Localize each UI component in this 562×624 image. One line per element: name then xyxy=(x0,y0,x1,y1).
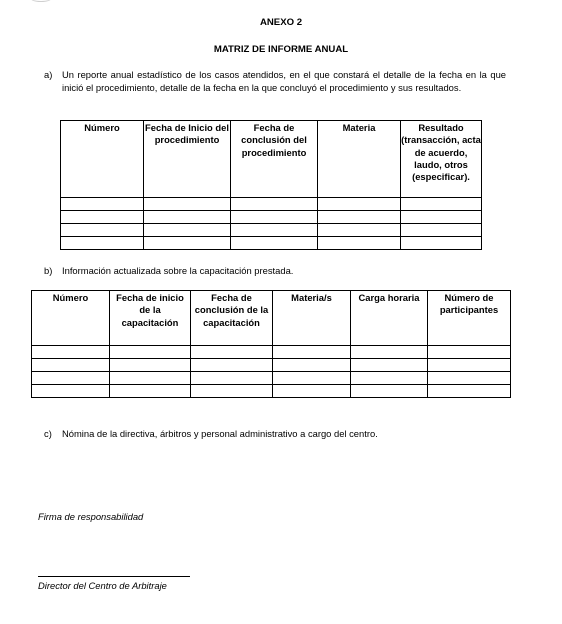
cases-header-cell: Fecha de conclusión del procedimiento xyxy=(231,121,318,198)
table-cell[interactable] xyxy=(351,385,428,398)
table-cell[interactable] xyxy=(231,211,318,224)
table-cell[interactable] xyxy=(318,237,401,250)
table-cell[interactable] xyxy=(61,211,144,224)
training-header-cell: Materia/s xyxy=(273,291,351,346)
table-cell[interactable] xyxy=(32,346,110,359)
cases-table xyxy=(60,120,482,250)
table-cell[interactable] xyxy=(273,359,351,372)
table-cell[interactable] xyxy=(32,385,110,398)
table-cell[interactable] xyxy=(351,346,428,359)
section-a-label: a) xyxy=(44,69,53,80)
table-cell[interactable] xyxy=(273,385,351,398)
annex-heading: ANEXO 2 xyxy=(259,17,303,28)
training-header-cell: Número xyxy=(32,291,110,346)
signature-line xyxy=(38,576,190,577)
table-cell[interactable] xyxy=(428,385,511,398)
table-cell[interactable] xyxy=(191,346,273,359)
table-cell[interactable] xyxy=(231,224,318,237)
cases-header-cell: Resultado (transacción, acta de acuerdo, laudo, otros (especificar). xyxy=(401,121,482,198)
table-row xyxy=(61,198,482,211)
table-cell[interactable] xyxy=(401,224,482,237)
section-a-text: Un reporte anual estadístico de los casos atendidos, en el que constará el detalle de la fecha en la que inició el procedimiento, detalle de la fecha en la que concluyó el procedimiento y sus resultados. xyxy=(62,69,506,93)
section-c-label: c) xyxy=(44,428,52,439)
table-cell[interactable] xyxy=(61,224,144,237)
section-b-text: Información actualizada sobre la capacitación prestada. xyxy=(62,265,294,276)
table-cell[interactable] xyxy=(110,372,191,385)
table-cell[interactable] xyxy=(32,372,110,385)
table-cell[interactable] xyxy=(318,198,401,211)
table-row xyxy=(32,372,511,385)
section-b-label: b) xyxy=(44,265,53,276)
cases-header-cell: Fecha de Inicio del procedimiento xyxy=(144,121,231,198)
table-cell[interactable] xyxy=(351,359,428,372)
cases-table-body xyxy=(61,198,482,250)
table-cell[interactable] xyxy=(231,237,318,250)
table-cell[interactable] xyxy=(318,224,401,237)
table-cell[interactable] xyxy=(144,198,231,211)
table-cell[interactable] xyxy=(110,359,191,372)
cases-header-cell: Materia xyxy=(318,121,401,198)
table-row xyxy=(32,346,511,359)
table-cell[interactable] xyxy=(273,346,351,359)
table-row xyxy=(32,359,511,372)
table-row xyxy=(61,224,482,237)
table-cell[interactable] xyxy=(110,346,191,359)
table-cell[interactable] xyxy=(401,237,482,250)
table-cell[interactable] xyxy=(273,372,351,385)
training-table-header-row xyxy=(32,291,511,346)
table-row xyxy=(61,211,482,224)
cases-header-cell: Número xyxy=(61,121,144,198)
table-cell[interactable] xyxy=(401,211,482,224)
signature-label: Firma de responsabilidad xyxy=(38,511,144,522)
table-cell[interactable] xyxy=(191,372,273,385)
table-cell[interactable] xyxy=(110,385,191,398)
table-cell[interactable] xyxy=(191,359,273,372)
table-cell[interactable] xyxy=(32,359,110,372)
table-cell[interactable] xyxy=(428,346,511,359)
training-table-body xyxy=(32,346,511,398)
training-header-cell: Carga horaria xyxy=(351,291,428,346)
table-cell[interactable] xyxy=(428,372,511,385)
table-cell[interactable] xyxy=(144,237,231,250)
training-header-cell: Fecha de inicio de la capacitación xyxy=(110,291,191,346)
cases-table-header-row xyxy=(61,121,482,198)
table-row xyxy=(61,237,482,250)
table-cell[interactable] xyxy=(61,198,144,211)
table-cell[interactable] xyxy=(144,211,231,224)
matrix-title: MATRIZ DE INFORME ANUAL xyxy=(213,44,349,55)
director-title: Director del Centro de Arbitraje xyxy=(38,580,167,591)
training-header-cell: Fecha de conclusión de la capacitación xyxy=(191,291,273,346)
table-row xyxy=(32,385,511,398)
table-cell[interactable] xyxy=(401,198,482,211)
table-cell[interactable] xyxy=(231,198,318,211)
table-cell[interactable] xyxy=(61,237,144,250)
training-table xyxy=(31,290,511,398)
table-cell[interactable] xyxy=(144,224,231,237)
section-c-text: Nómina de la directiva, árbitros y personal administrativo a cargo del centro. xyxy=(62,428,378,439)
table-cell[interactable] xyxy=(428,359,511,372)
table-cell[interactable] xyxy=(191,385,273,398)
scan-artifact xyxy=(30,0,52,2)
training-header-cell: Número de participantes xyxy=(428,291,511,346)
table-cell[interactable] xyxy=(318,211,401,224)
table-cell[interactable] xyxy=(351,372,428,385)
